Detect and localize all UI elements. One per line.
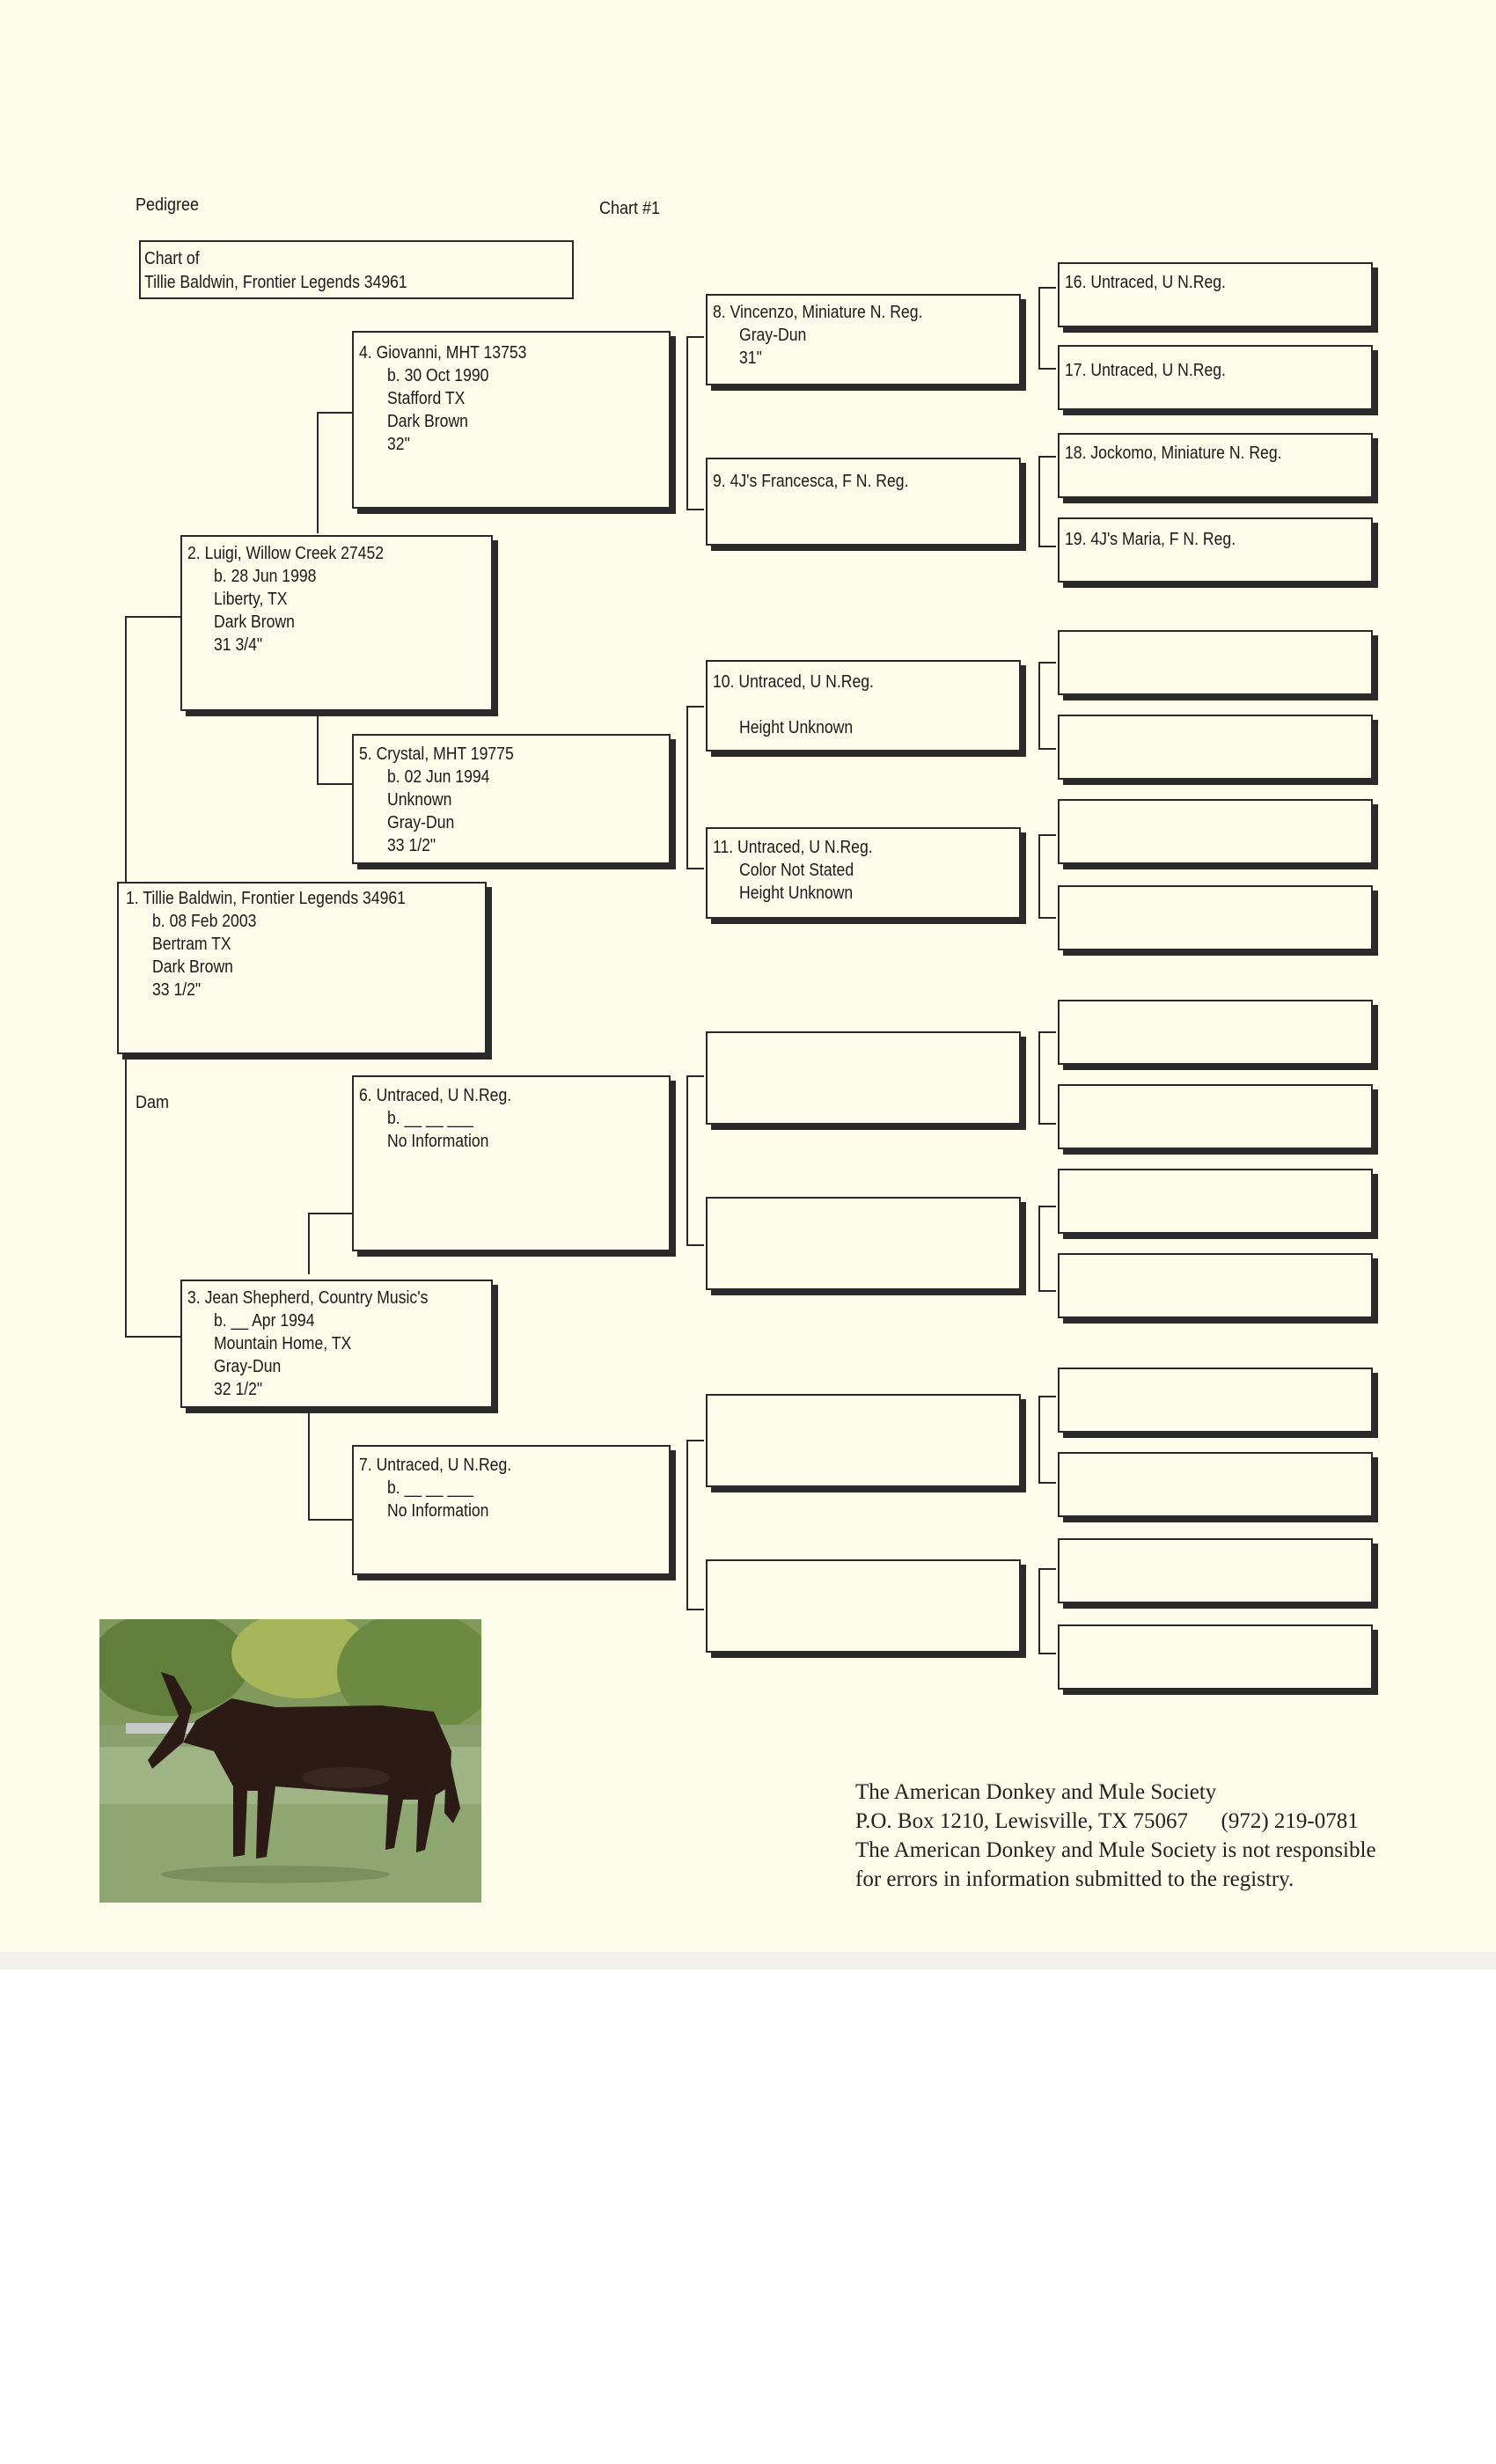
animal-1-birth: b. 08 Feb 2003	[152, 912, 257, 931]
donkey-photo	[99, 1619, 481, 1903]
connector-3a-h	[308, 1213, 352, 1214]
animal-17-name: 17. Untraced, U N.Reg.	[1065, 361, 1226, 380]
animal-5-color: Gray-Dun	[387, 813, 455, 832]
animal-23-box[interactable]	[1058, 885, 1373, 950]
animal-3-place: Mountain Home, TX	[214, 1334, 352, 1353]
animal-18-box[interactable]	[1058, 433, 1373, 498]
connector-3b-h	[308, 1519, 352, 1521]
animal-14-box[interactable]	[706, 1394, 1021, 1487]
animal-30-box[interactable]	[1058, 1538, 1373, 1603]
animal-10-box[interactable]	[706, 660, 1021, 752]
animal-5-box[interactable]	[352, 734, 671, 864]
chart-of-box	[139, 240, 574, 299]
animal-24-box[interactable]	[1058, 1000, 1373, 1065]
animal-2-height: 31 3/4"	[214, 635, 263, 655]
animal-13-box[interactable]	[706, 1197, 1021, 1290]
connector-3b	[308, 1410, 310, 1521]
animal-29-box[interactable]	[1058, 1452, 1373, 1517]
animal-1-place: Bertram TX	[152, 935, 231, 954]
animal-5-name: 5. Crystal, MHT 19775	[359, 744, 514, 764]
animal-3-box[interactable]	[180, 1280, 493, 1408]
animal-2-place: Liberty, TX	[214, 590, 288, 609]
connector-1-dam	[125, 1336, 180, 1338]
animal-1-name: 1. Tillie Baldwin, Frontier Legends 34961	[126, 889, 406, 908]
animal-8-color: Gray-Dun	[739, 326, 807, 345]
animal-4-height: 32"	[387, 435, 410, 454]
animal-11-color: Color Not Stated	[739, 861, 854, 880]
animal-10-height: Height Unknown	[739, 718, 854, 737]
animal-1-color: Dark Brown	[152, 957, 233, 977]
connector-1-sire	[125, 616, 180, 618]
animal-12-box[interactable]	[706, 1031, 1021, 1125]
animal-8-box[interactable]	[706, 294, 1021, 385]
animal-17-box[interactable]	[1058, 345, 1373, 410]
animal-15-box[interactable]	[706, 1559, 1021, 1653]
animal-10-name: 10. Untraced, U N.Reg.	[713, 672, 874, 692]
animal-4-place: Stafford TX	[387, 389, 466, 408]
animal-2-color: Dark Brown	[214, 612, 295, 632]
bracket-4	[686, 336, 688, 510]
animal-27-box[interactable]	[1058, 1253, 1373, 1318]
animal-6-birth: b. __ __ ___	[387, 1109, 473, 1128]
animal-9-name: 9. 4J's Francesca, F N. Reg.	[713, 472, 909, 491]
animal-3-height: 32 1/2"	[214, 1380, 263, 1399]
animal-2-name: 2. Luigi, Willow Creek 27452	[187, 544, 385, 563]
connector-2b	[317, 715, 319, 785]
animal-1-box[interactable]	[117, 882, 487, 1054]
chart-number: Chart #1	[599, 199, 661, 218]
animal-4-name: 4. Giovanni, MHT 13753	[359, 343, 527, 363]
bracket-5	[686, 706, 688, 869]
animal-4-box[interactable]	[352, 331, 671, 509]
animal-8-name: 8. Vincenzo, Miniature N. Reg.	[713, 303, 923, 322]
connector-2a	[317, 412, 319, 533]
animal-6-info: No Information	[387, 1132, 489, 1151]
animal-18-name: 18. Jockomo, Miniature N. Reg.	[1065, 444, 1282, 463]
animal-20-box[interactable]	[1058, 630, 1373, 695]
animal-19-name: 19. 4J's Maria, F N. Reg.	[1065, 530, 1236, 549]
animal-11-box[interactable]	[706, 827, 1021, 919]
animal-11-name: 11. Untraced, U N.Reg.	[713, 838, 873, 857]
animal-25-box[interactable]	[1058, 1084, 1373, 1149]
animal-16-name: 16. Untraced, U N.Reg.	[1065, 273, 1226, 292]
animal-9-box[interactable]	[706, 458, 1021, 546]
footer-org: The American Donkey and Mule Society	[855, 1780, 1217, 1804]
footer-address: P.O. Box 1210, Lewisville, TX 75067 (972) 219-0781	[855, 1809, 1359, 1833]
animal-6-name: 6. Untraced, U N.Reg.	[359, 1086, 512, 1105]
animal-31-box[interactable]	[1058, 1624, 1373, 1690]
bracket-6	[686, 1075, 688, 1246]
animal-21-box[interactable]	[1058, 715, 1373, 780]
chart-of-subject: Tillie Baldwin, Frontier Legends 34961	[144, 273, 407, 292]
animal-7-box[interactable]	[352, 1445, 671, 1575]
animal-5-height: 33 1/2"	[387, 836, 436, 855]
animal-19-box[interactable]	[1058, 517, 1373, 583]
animal-4-color: Dark Brown	[387, 412, 468, 431]
animal-3-name: 3. Jean Shepherd, Country Music's	[187, 1288, 429, 1308]
footer-disclaimer-2: for errors in information submitted to the registry.	[855, 1867, 1294, 1891]
animal-4-birth: b. 30 Oct 1990	[387, 366, 489, 385]
bracket-7	[686, 1440, 688, 1610]
animal-5-birth: b. 02 Jun 1994	[387, 767, 490, 787]
connector-3a	[308, 1213, 310, 1274]
animal-1-height: 33 1/2"	[152, 980, 202, 1000]
animal-22-box[interactable]	[1058, 799, 1373, 864]
dam-label: Dam	[136, 1093, 170, 1112]
animal-2-box[interactable]	[180, 535, 493, 711]
animal-5-place: Unknown	[387, 790, 452, 810]
registry-footer	[855, 1778, 1376, 1894]
page-edge	[0, 1952, 1496, 1969]
animal-6-box[interactable]	[352, 1075, 671, 1251]
animal-3-color: Gray-Dun	[214, 1357, 282, 1376]
pedigree-label: Pedigree	[136, 195, 200, 215]
footer-disclaimer-1: The American Donkey and Mule Society is not responsible	[855, 1838, 1376, 1862]
animal-28-box[interactable]	[1058, 1368, 1373, 1433]
animal-2-birth: b. 28 Jun 1998	[214, 567, 317, 586]
animal-7-info: No Information	[387, 1501, 489, 1521]
animal-3-birth: b. __ Apr 1994	[214, 1311, 315, 1331]
donkey-photo-image	[99, 1619, 481, 1903]
animal-11-height: Height Unknown	[739, 884, 854, 903]
chart-of-label: Chart of	[144, 249, 200, 268]
animal-7-birth: b. __ __ ___	[387, 1478, 473, 1498]
connector-2a-h	[317, 412, 352, 414]
animal-7-name: 7. Untraced, U N.Reg.	[359, 1456, 512, 1475]
animal-16-box[interactable]	[1058, 262, 1373, 327]
animal-8-height: 31"	[739, 348, 762, 368]
connector-2b-h	[317, 783, 352, 785]
animal-26-box[interactable]	[1058, 1169, 1373, 1234]
